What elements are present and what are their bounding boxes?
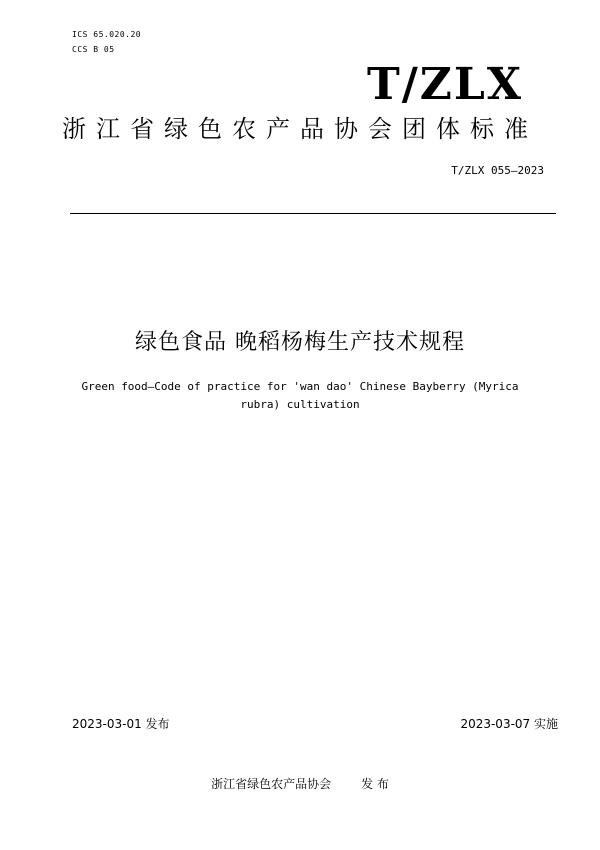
issue-date: 2023-03-01 发布: [72, 717, 170, 731]
standard-number: T/ZLX 055—2023: [451, 164, 544, 177]
document-title-english: Green food—Code of practice for 'wan dao' Chinese Bayberry (Myrica rubra) cultivation: [81, 380, 519, 411]
organization-name: 浙江省绿色农产品协会团体标准: [62, 115, 538, 143]
implementation-date: 2023-03-07 实施: [460, 717, 558, 731]
ccs-code: CCS B 05: [72, 45, 115, 54]
header-divider: [70, 213, 556, 214]
standard-logo: T/ZLX: [366, 59, 523, 110]
publisher-name: 浙江省绿色农产品协会: [211, 777, 332, 791]
ics-code: ICS 65.020.20: [72, 30, 142, 39]
publisher-line: [0, 776, 600, 792]
document-title-chinese: 绿色食品 晚稻杨梅生产技术规程: [135, 330, 465, 355]
publish-label: 发 布: [361, 777, 389, 791]
